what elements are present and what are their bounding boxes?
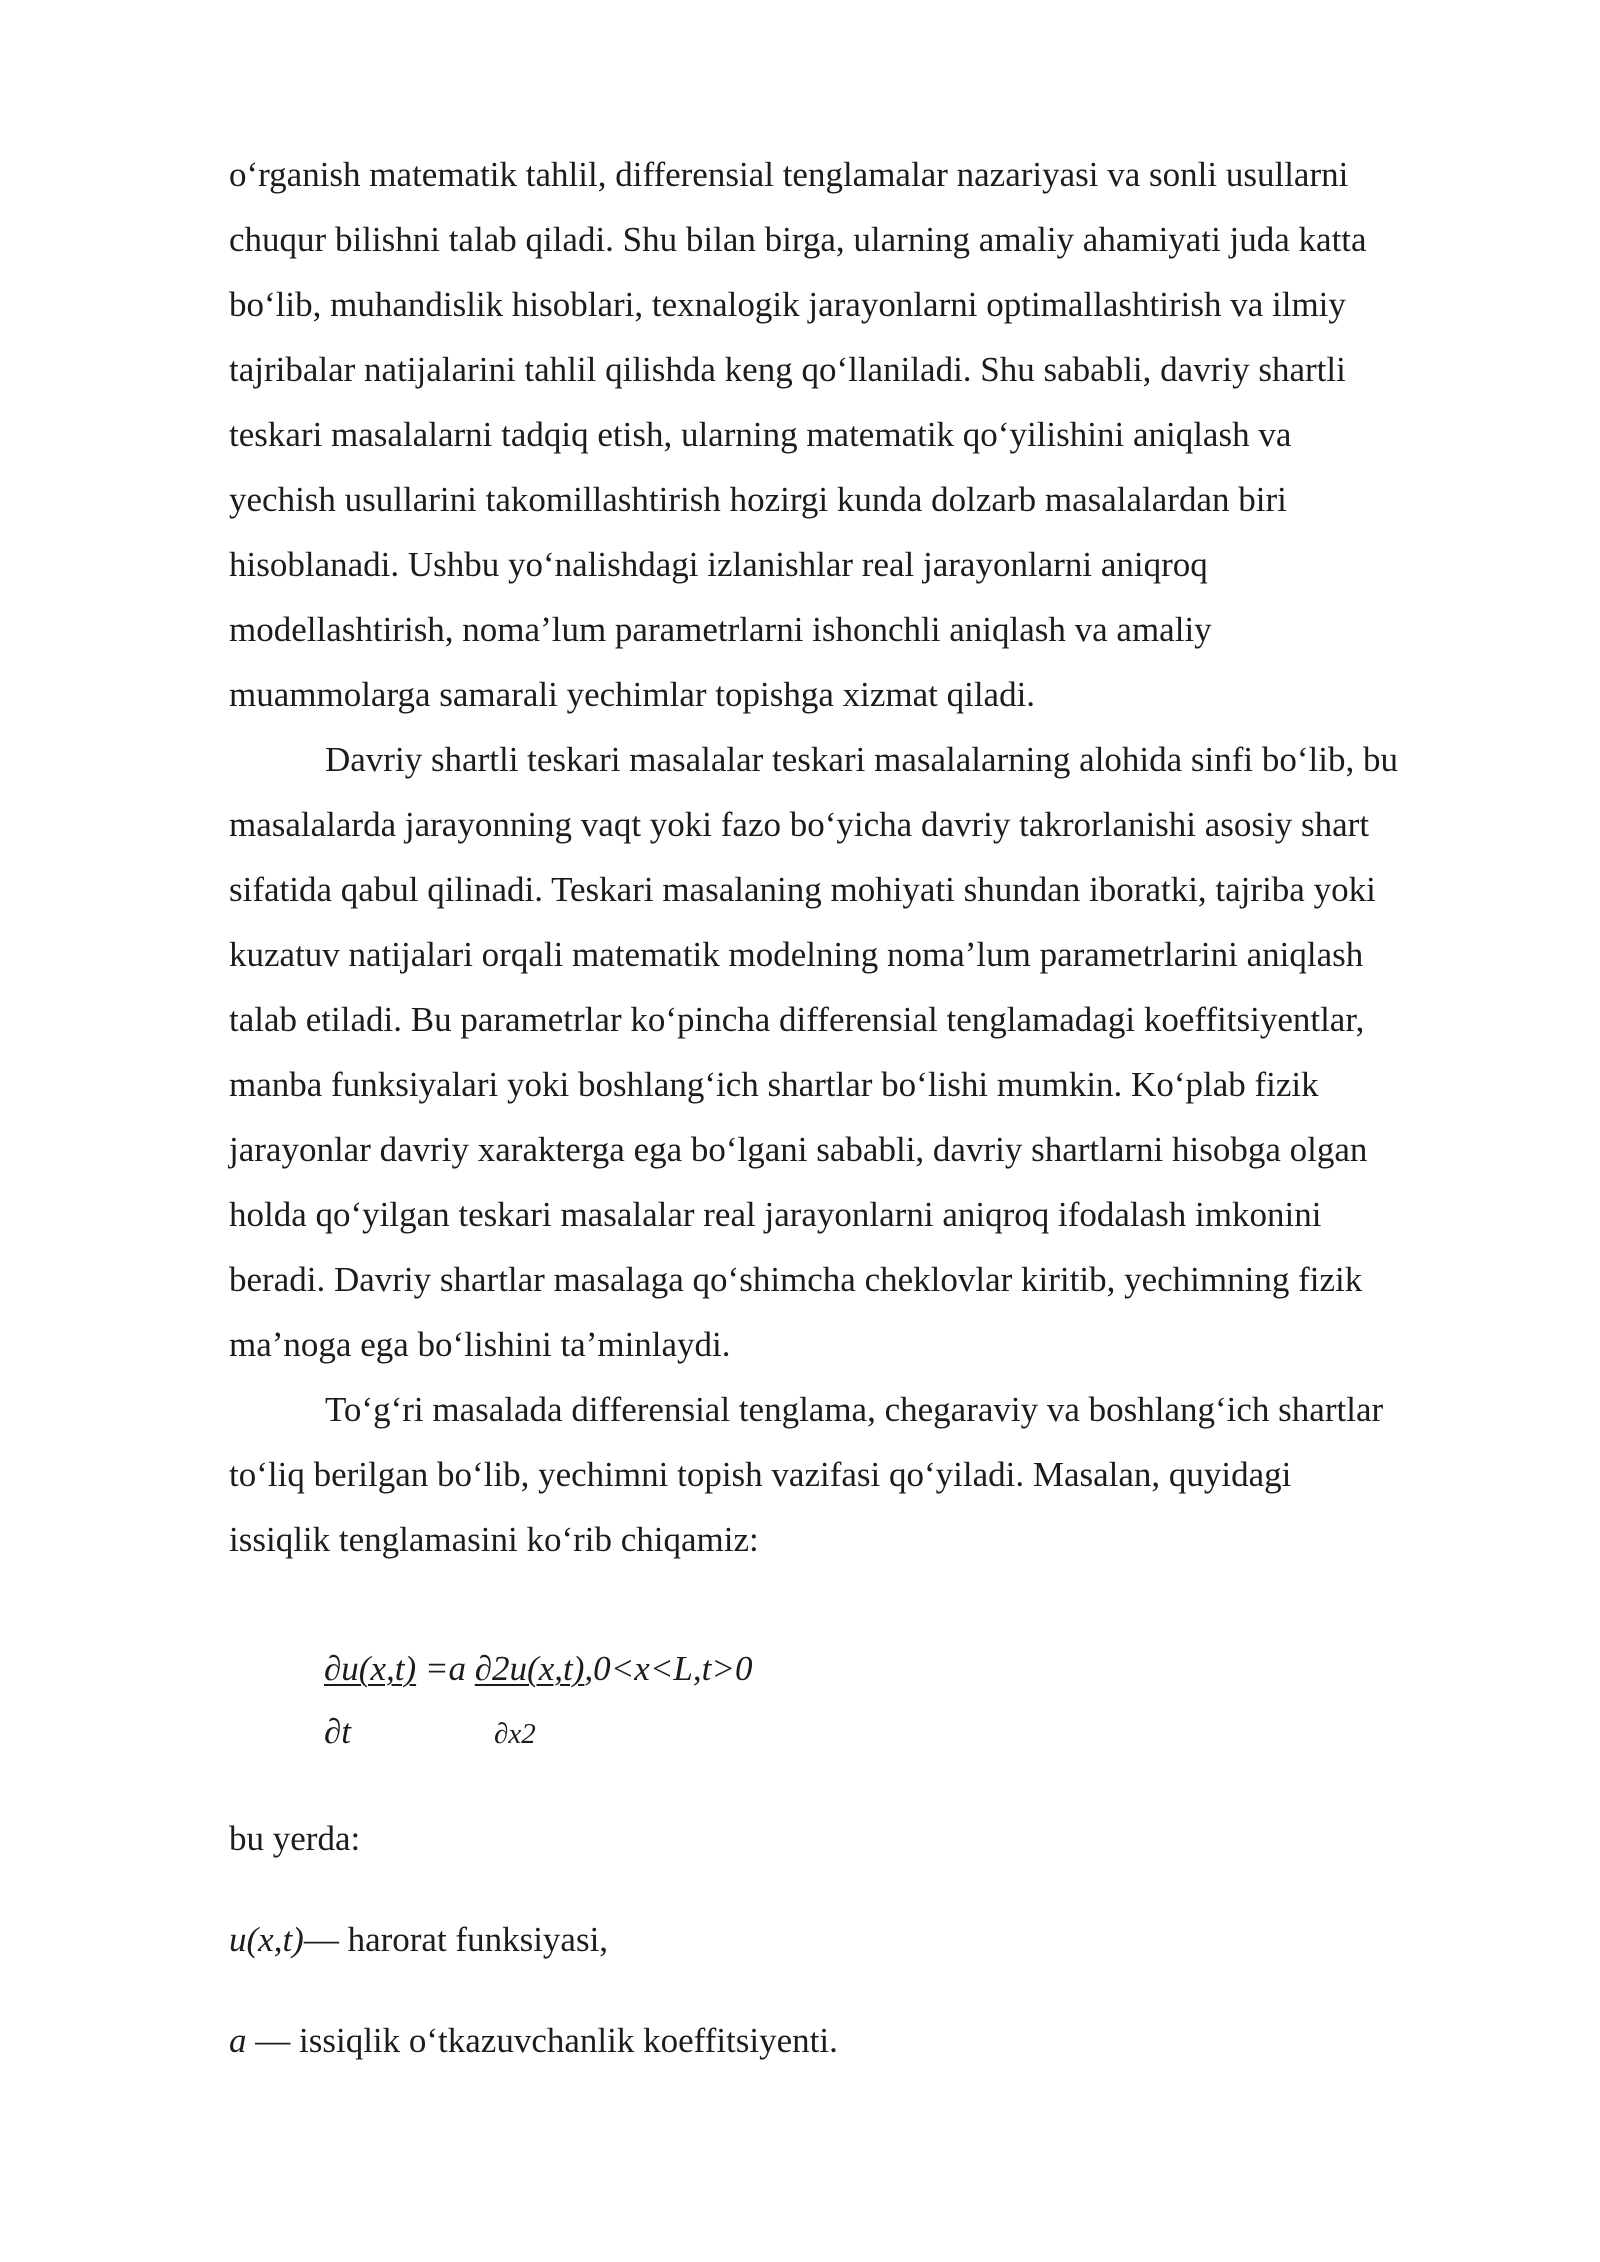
text-line: yechish usullarini takomillashtirish hozirgi kunda dolzarb masalalardan biri	[229, 480, 1287, 519]
text-line: teskari masalalarni tadqiq etish, ularning matematik qoʻyilishini aniqlash va	[229, 415, 1292, 454]
text-line: muammolarga samarali yechimlar topishga xizmat qiladi.	[229, 675, 1036, 714]
definition-text: — harorat funksiyasi,	[303, 1920, 609, 1959]
formula-numerator-1: ∂u(x,t)	[324, 1649, 417, 1688]
text-line: holda qoʻyilgan teskari masalalar real jarayonlarni aniqroq ifodalash imkonini	[229, 1195, 1322, 1234]
definition-item	[229, 1918, 608, 1962]
text-line: issiqlik tenglamasini koʻrib chiqamiz:	[229, 1520, 759, 1559]
text-line: hisoblanadi. Ushbu yoʻnalishdagi izlanishlar real jarayonlarni aniqroq	[229, 545, 1208, 584]
formula-numerator-2: ∂2u(x,t)	[474, 1649, 585, 1688]
text-line: manba funksiyalari yoki boshlangʻich shartlar boʻlishi mumkin. Koʻplab fizik	[229, 1065, 1319, 1104]
text-line: modellashtirish, nomaʼlum parametrlarni ishonchli aniqlash va amaliy	[229, 610, 1212, 649]
text-line: chuqur bilishni talab qiladi. Shu bilan birga, ularning amaliy ahamiyati juda katta	[229, 220, 1367, 259]
text-line: masalalarda jarayonning vaqt yoki fazo boʻyicha davriy takrorlanishi asosiy shart	[229, 805, 1370, 844]
text-line: beradi. Davriy shartlar masalaga qoʻshimcha cheklovlar kiritib, yechimning fizik	[229, 1260, 1363, 1299]
text-line: sifatida qabul qilinadi. Teskari masalaning mohiyati shundan iboratki, tajriba yoki	[229, 870, 1376, 909]
text-line: Davriy shartli teskari masalalar teskari masalalarning alohida sinfi boʻlib, bu	[325, 740, 1399, 779]
text-line: Toʻgʻri masalada differensial tenglama, chegaraviy va boshlangʻich shartlar	[325, 1390, 1384, 1429]
text-line: toʻliq berilgan boʻlib, yechimni topish vazifasi qoʻyiladi. Masalan, quyidagi	[229, 1455, 1292, 1494]
text-line: oʻrganish matematik tahlil, differensial tenglamalar nazariyasi va sonli usullarni	[229, 155, 1349, 194]
formula-denominator-1: ∂t	[324, 1712, 352, 1751]
text-line: talab etiladi. Bu parametrlar koʻpincha differensial tenglamadagi koeffitsiyentlar,	[229, 1000, 1365, 1039]
formula-equals: =a	[416, 1649, 475, 1688]
definition-symbol: u(x,t)	[229, 1920, 304, 1959]
text-line: boʻlib, muhandislik hisoblari, texnalogik jarayonlarni optimallashtirish va ilmiy	[229, 285, 1346, 324]
text-line: tajribalar natijalarini tahlil qilishda keng qoʻllaniladi. Shu sababli, davriy shartli	[229, 350, 1346, 389]
text-line: jarayonlar davriy xarakterga ega boʻlgani sababli, davriy shartlarni hisobga olgan	[229, 1130, 1368, 1169]
where-label: bu yerda:	[229, 1819, 361, 1858]
definition-symbol: a	[229, 2021, 247, 2060]
formula-condition: ,0<x<L,t>0	[584, 1649, 753, 1688]
formula-denominator-2: ∂x2	[494, 1718, 536, 1750]
definition-text: — issiqlik oʻtkazuvchanlik koeffitsiyenti.	[246, 2021, 838, 2060]
text-line: maʼnoga ega boʻlishini taʼminlaydi.	[229, 1325, 731, 1364]
text-line: kuzatuv natijalari orqali matematik modelning nomaʼlum parametrlarini aniqlash	[229, 935, 1364, 974]
definition-item	[229, 2019, 838, 2063]
heat-equation	[324, 1647, 752, 1691]
